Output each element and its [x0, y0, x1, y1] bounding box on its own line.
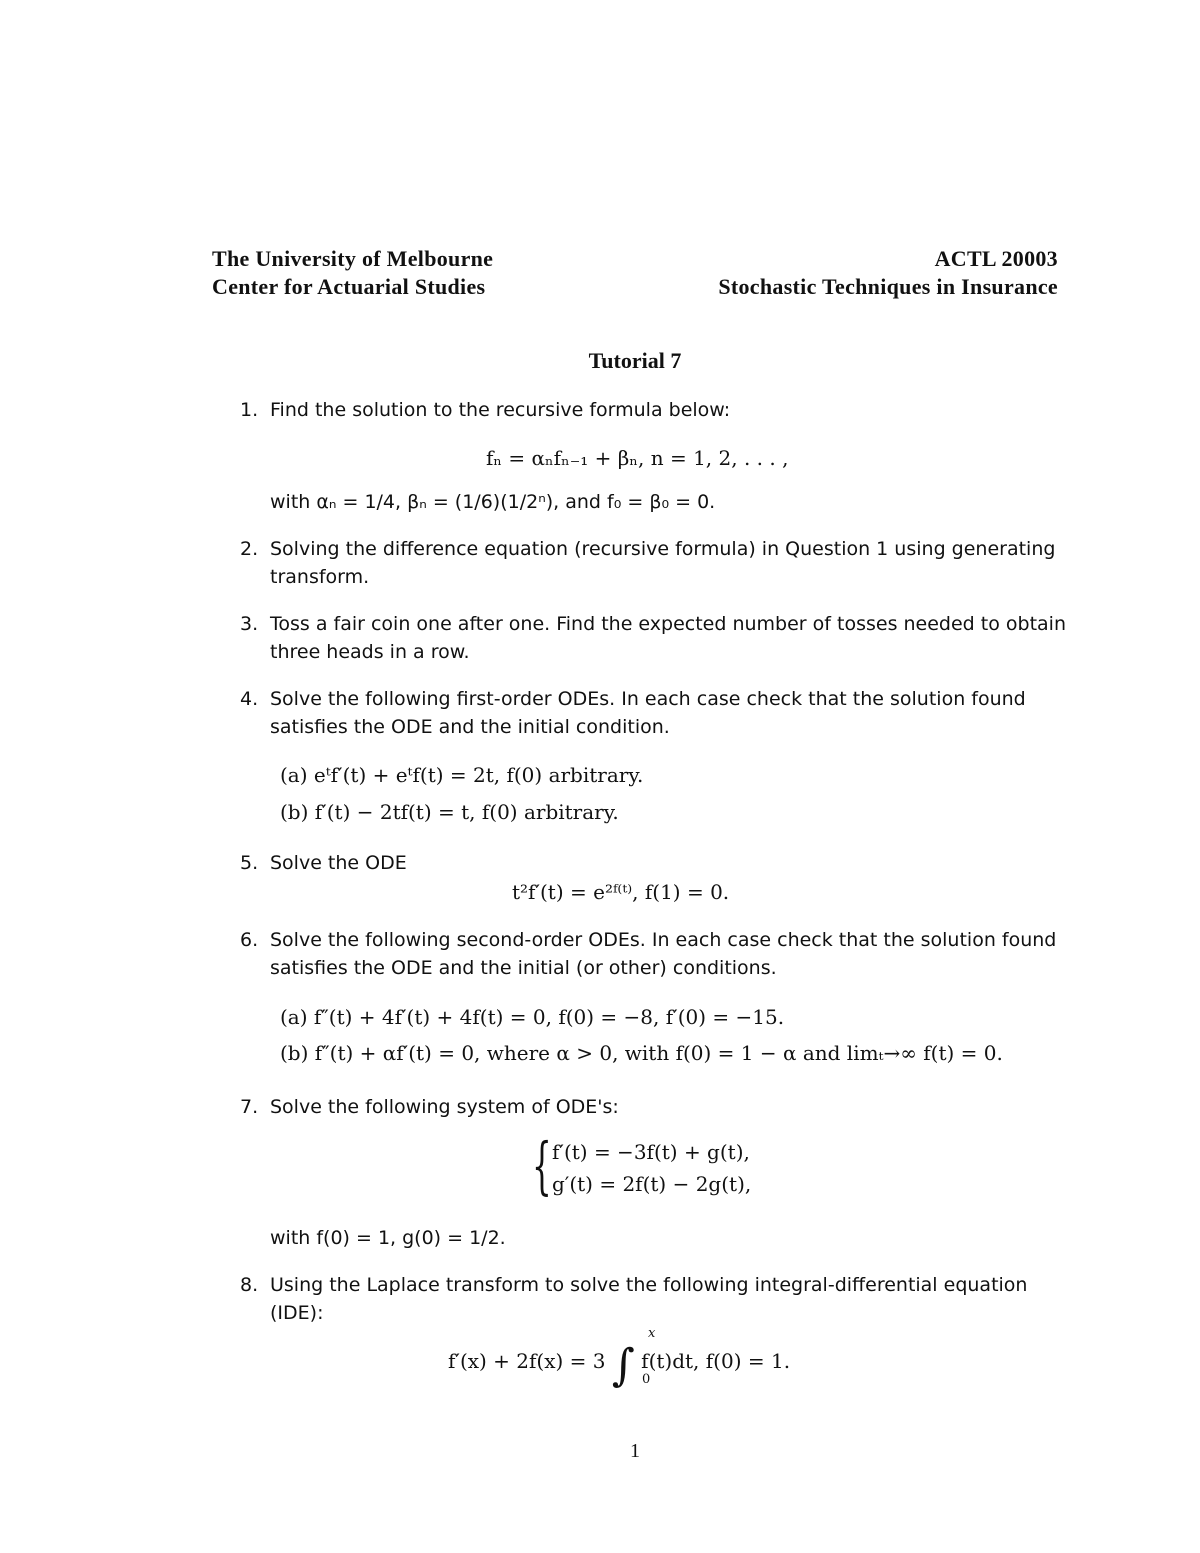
part-equation: eᵗf′(t) + eᵗf(t) = 2t, f(0) arbitrary.: [313, 763, 644, 787]
question-number: 7.: [240, 1096, 259, 1118]
question-3: [240, 610, 1070, 666]
ode-system: [552, 1136, 751, 1200]
question-number: 2.: [240, 538, 259, 560]
question-text: Solve the following second-order ODEs. In each case check that the solution found satisfies the ODE and the initial (or other) conditions.: [270, 929, 1057, 979]
question-text: Toss a fair coin one after one. Find the expected number of tosses needed to obtain three heads in a row.: [270, 613, 1066, 663]
system-brace: {: [532, 1129, 552, 1202]
page-title: Tutorial 7: [588, 348, 682, 373]
question-text: Solve the ODE: [270, 852, 407, 874]
question-number: 3.: [240, 613, 259, 635]
system-equation-2: g′(t) = 2f(t) − 2g(t),: [552, 1172, 752, 1196]
question-8: [240, 1271, 1070, 1327]
question-1-equation: fₙ = αₙfₙ₋₁ + βₙ, n = 1, 2, . . . ,: [486, 446, 789, 470]
part-equation: f″(t) + αf′(t) = 0, where α > 0, with f(0) = 1 − α and limₜ→∞ f(t) = 0.: [314, 1041, 1003, 1065]
page-number: 1: [630, 1440, 640, 1462]
question-4b: [280, 800, 619, 824]
question-number: 1.: [240, 399, 259, 421]
question-1-conditions: [240, 488, 1070, 516]
question-4a: [280, 763, 643, 787]
part-label: (a): [280, 763, 308, 787]
question-text: Solve the following first-order ODEs. In each case check that the solution found satisfies the ODE and the initial condition.: [270, 688, 1026, 738]
part-label: (a): [280, 1005, 308, 1029]
question-7: [240, 1093, 1070, 1121]
equation-left: f′(x) + 2f(x) = 3: [448, 1349, 606, 1373]
question-number: 6.: [240, 929, 259, 951]
question-number: 4.: [240, 688, 259, 710]
question-text: Solving the difference equation (recursive formula) in Question 1 using generating transform.: [270, 538, 1056, 588]
integral-sign: ∫: [611, 1340, 635, 1391]
question-text: Solve the following system of ODE's:: [270, 1096, 619, 1118]
part-label: (b): [280, 800, 309, 824]
question-text: Find the solution to the recursive formula below:: [270, 399, 731, 421]
question-text: Using the Laplace transform to solve the following integral-differential equation (IDE):: [270, 1274, 1028, 1324]
question-6b: [280, 1041, 1003, 1065]
question-5-equation: t²f′(t) = e²ᶠ⁽ᵗ⁾, f(1) = 0.: [512, 880, 730, 904]
course-name: Stochastic Techniques in Insurance: [718, 274, 1058, 299]
question-2: [240, 535, 1070, 591]
question-6a: [280, 1005, 784, 1029]
integral-lower-limit: 0: [642, 1372, 651, 1387]
question-text: with αₙ = 1/4, βₙ = (1/6)(1/2ⁿ), and f₀ = β₀ = 0.: [270, 491, 716, 513]
question-number: 5.: [240, 852, 259, 874]
question-text: with f(0) = 1, g(0) = 1/2.: [270, 1227, 506, 1249]
question-8-equation: [448, 1340, 790, 1391]
question-7-conditions: [240, 1224, 1070, 1252]
question-1: [240, 396, 1070, 424]
part-equation: f″(t) + 4f′(t) + 4f(t) = 0, f(0) = −8, f′(0) = −15.: [313, 1005, 785, 1029]
integral-upper-limit: x: [648, 1326, 656, 1341]
part-equation: f′(t) − 2tf(t) = t, f(0) arbitrary.: [314, 800, 619, 824]
question-number: 8.: [240, 1274, 259, 1296]
question-5: [240, 849, 1070, 877]
center-name: Center for Actuarial Studies: [212, 274, 486, 299]
course-code: ACTL 20003: [934, 246, 1058, 271]
equation-right: f(t)dt, f(0) = 1.: [641, 1349, 791, 1373]
system-equation-1: f′(t) = −3f(t) + g(t),: [552, 1140, 750, 1164]
question-4: [240, 685, 1070, 741]
university-name: The University of Melbourne: [212, 246, 494, 271]
question-6: [240, 926, 1070, 982]
part-label: (b): [280, 1041, 309, 1065]
